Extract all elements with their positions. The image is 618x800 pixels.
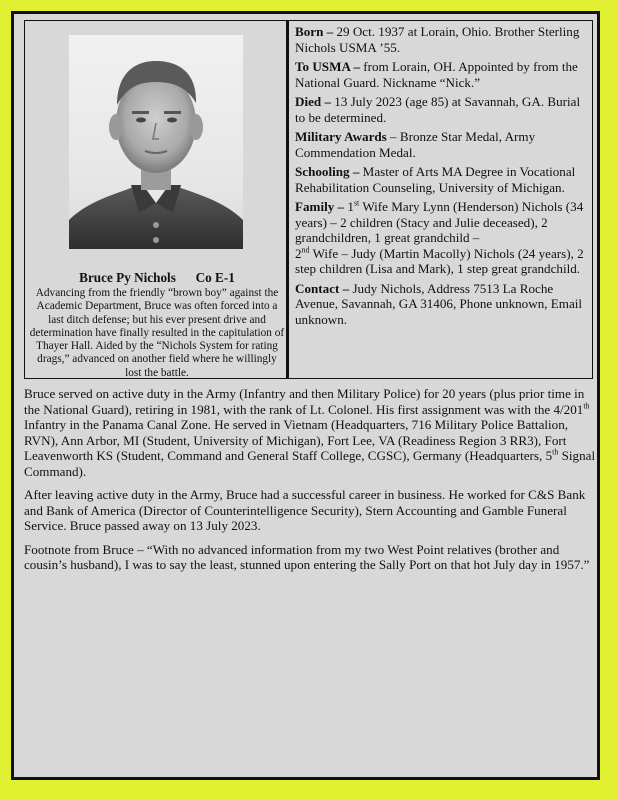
family-text-a: 1: [344, 199, 354, 214]
family-label: Family –: [295, 199, 345, 214]
business-paragraph: After leaving active duty in the Army, Bruce had a successful career in business. He worked for C&S Bank and Bank of America (Director of Counterintelligence Security), Stern Accounting and Gamble Funeral Service. Bruce passed away on 13 July 2023.: [24, 487, 586, 533]
family-text-b: Wife Mary Lynn (Henderson) Nichols (34 years) – 2 children (Stacy and Julie deceased), 2 grandchildren, 1 great grandchild –: [295, 199, 584, 245]
cadet-name: Bruce Py Nichols: [79, 270, 176, 285]
footnote-paragraph: Footnote from Bruce – “With no advanced information from my two West Point relatives (brother and cousin’s husband), I was to say the least, stunned upon entering the Sally Port on that hot July day in 1957.”: [24, 541, 590, 572]
cadet-company: Co E-1: [195, 270, 235, 285]
career-sup-2: th: [552, 447, 559, 457]
contact-entry: [295, 281, 588, 328]
career-text-b: Infantry in the Panama Canal Zone. He served in Vietnam (Headquarters, 716 Military Police Battalion, RVN), Ann Arbor, MI (Student, University of Michigan), Fort Lee, VA (Readiness Region 3 RR3), Fort Leavenworth KS (Student, Command and General Staff College, CGSC), Germany (Headquarters, 5: [24, 417, 569, 463]
born-label: Born –: [295, 24, 334, 39]
photo-cell: [25, 21, 289, 378]
biography-text: [24, 386, 596, 581]
family-sup-1: st: [353, 198, 360, 208]
born-text: 29 Oct. 1937 at Lorain, Ohio. Brother Sterling Nichols USMA ’55.: [295, 24, 580, 55]
career-text-a: Bruce served on active duty in the Army (Infantry and then Military Police) for 20 years (plus prior time in the National Guard), retiring in 1981, with the rank of Lt. Colonel. His first assignment was with the 4/201: [24, 386, 585, 417]
schooling-text: Master of Arts MA Degree in Vocational Rehabilitation Counseling, University of Michigan.: [295, 164, 576, 195]
born-entry: [295, 24, 588, 55]
career-text-c: Signal Command).: [24, 448, 596, 479]
died-text: 13 July 2023 (age 85) at Savannah, GA. Burial to be determined.: [295, 94, 581, 125]
portrait-image: [69, 35, 243, 249]
profile-table: [24, 20, 593, 379]
caption-name-line: [25, 270, 289, 286]
usma-text: from Lorain, OH. Appointed by from the National Guard. Nickname “Nick.”: [295, 59, 578, 90]
schooling-entry: [295, 164, 588, 195]
facts-cell: [289, 21, 592, 378]
career-paragraph: [24, 386, 596, 479]
schooling-label: Schooling –: [295, 164, 360, 179]
contact-label: Contact –: [295, 280, 350, 296]
career-sup-1: th: [583, 401, 590, 411]
awards-entry: [295, 129, 588, 160]
usma-entry: [295, 59, 588, 90]
memorial-page: [11, 11, 600, 780]
family-text-c: 2: [295, 245, 302, 261]
family-sup-2: nd: [301, 245, 310, 255]
died-label: Died –: [295, 94, 332, 109]
cadet-portrait-photo: [69, 35, 243, 249]
died-entry: [295, 94, 588, 125]
contact-text: Judy Nichols, Address 7513 La Roche Avenue, Savannah, GA 31406, Phone unknown, Email unknown.: [295, 280, 583, 327]
family-text-d: Wife – Judy (Martin Macolly) Nichols (24 years), 2 step children (Lisa and Mark), 1 step great grandchild.: [295, 245, 584, 276]
awards-text: – Bronze Star Medal, Army Commendation Medal.: [295, 129, 536, 160]
family-entry: [295, 199, 588, 277]
awards-label: Military Awards: [295, 129, 387, 144]
caption-text: Advancing from the friendly “brown boy” against the Academic Department, Bruce was often forced into a last ditch defense; but his ever present drive and determination have finally resulted in the capitulation of Thayer Hall. Aided by the “Nichols System for rating drags,” advanced on another field where he willingly lost the battle.: [29, 287, 285, 379]
usma-label: To USMA –: [295, 59, 361, 74]
